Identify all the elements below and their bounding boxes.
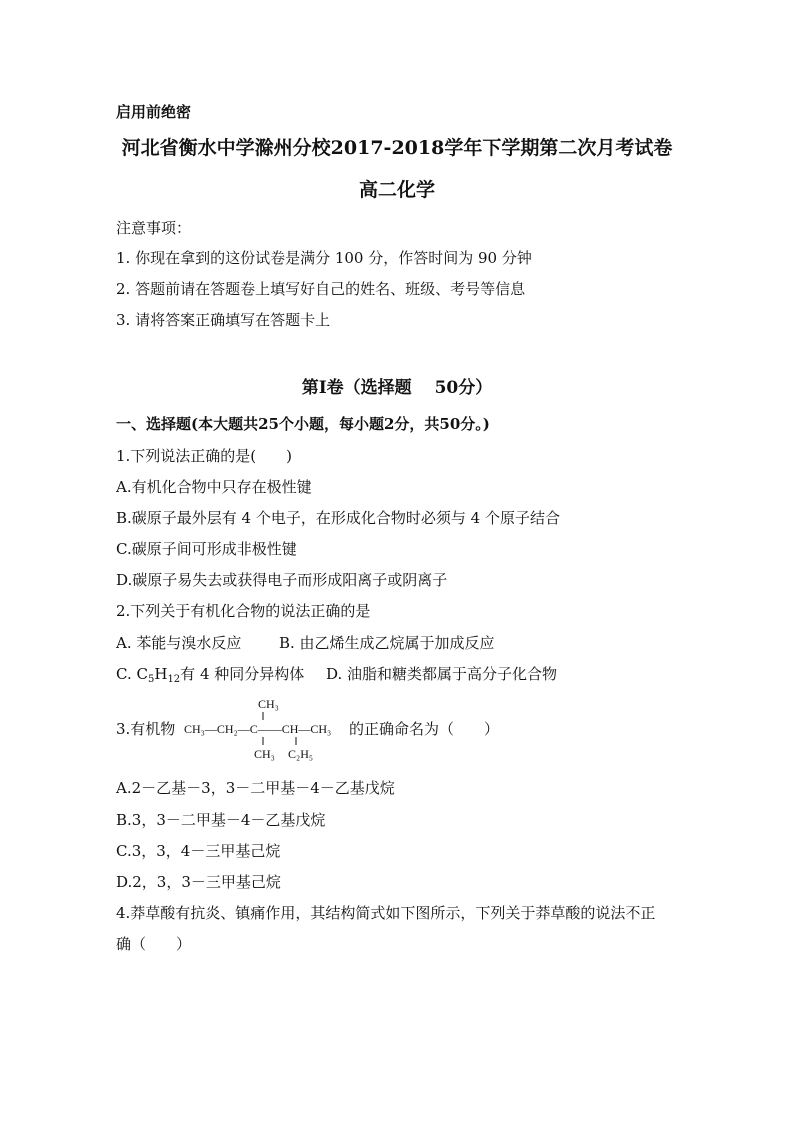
notice-item: 1. 你现在拿到的这份试卷是满分 100 分，作答时间为 90 分钟 xyxy=(116,249,532,267)
question-1-option-a: A.有机化合物中只存在极性键 xyxy=(116,478,312,496)
section-instructions: 一、选择题(本大题共25个小题，每小题2分，共50分。) xyxy=(116,415,490,433)
formula-bottom-methyl: CH₃ xyxy=(254,747,275,761)
section-title: 第Ⅰ卷（选择题 50分） xyxy=(301,378,493,398)
formula-main-chain: CH₃—CH₂—C——CH—CH₃ xyxy=(184,722,332,736)
question-3-stem-suffix: 的正确命名为（ ） xyxy=(349,720,500,738)
subject-title: 高二化学 xyxy=(358,179,435,201)
question-4-stem-line-2: 确（ ） xyxy=(116,935,192,953)
confidential-label: 启用前绝密 xyxy=(116,103,192,121)
question-2-option-d: D. 油脂和糖类都属于高分子化合物 xyxy=(326,665,558,683)
question-1-option-d: D.碳原子易失去或获得电子而形成阳离子或阴离子 xyxy=(116,571,448,589)
structural-formula xyxy=(184,694,346,762)
formula-top-methyl: CH₃ xyxy=(258,697,279,711)
question-1-option-b: B.碳原子最外层有 4 个电子，在形成化合物时必须与 4 个原子结合 xyxy=(116,509,560,527)
question-2-option-b: B. 由乙烯生成乙烷属于加成反应 xyxy=(279,634,495,652)
question-3-option-d: D.2，3，3－三甲基己烷 xyxy=(116,873,281,891)
notice-item: 3. 请将答案正确填写在答题卡上 xyxy=(116,311,331,329)
question-4-stem-line-1: 4.莽草酸有抗炎、镇痛作用，其结构简式如下图所示，下列关于莽草酸的说法不正 xyxy=(116,904,656,922)
formula-ethyl: C₂H₅ xyxy=(288,747,314,761)
question-3-option-c: C.3，3，4－三甲基己烷 xyxy=(116,842,281,860)
notice-item: 2. 答题前请在答题卷上填写好自己的姓名、班级、考号等信息 xyxy=(116,280,526,298)
question-2-option-a: A. 苯能与溴水反应 xyxy=(116,634,242,652)
question-2-option-c: C. $C_5H_{12}$有 4 种同分异构体 xyxy=(116,665,305,685)
question-3-option-a: A.2－乙基－3，3－二甲基－4－乙基戊烷 xyxy=(116,779,395,797)
question-1-stem: 1.下列说法正确的是( ) xyxy=(116,447,293,465)
exam-title: 河北省衡水中学滁州分校2017-2018学年下学期第二次月考试卷 xyxy=(121,137,673,159)
question-2-stem: 2.下列关于有机化合物的说法正确的是 xyxy=(116,602,371,620)
question-3-option-b: B.3，3－二甲基－4－乙基戊烷 xyxy=(116,811,326,829)
notice-heading: 注意事项： xyxy=(116,219,192,237)
question-3-stem-prefix: 3.有机物 xyxy=(116,720,176,738)
question-1-option-c: C.碳原子间可形成非极性键 xyxy=(116,540,297,558)
